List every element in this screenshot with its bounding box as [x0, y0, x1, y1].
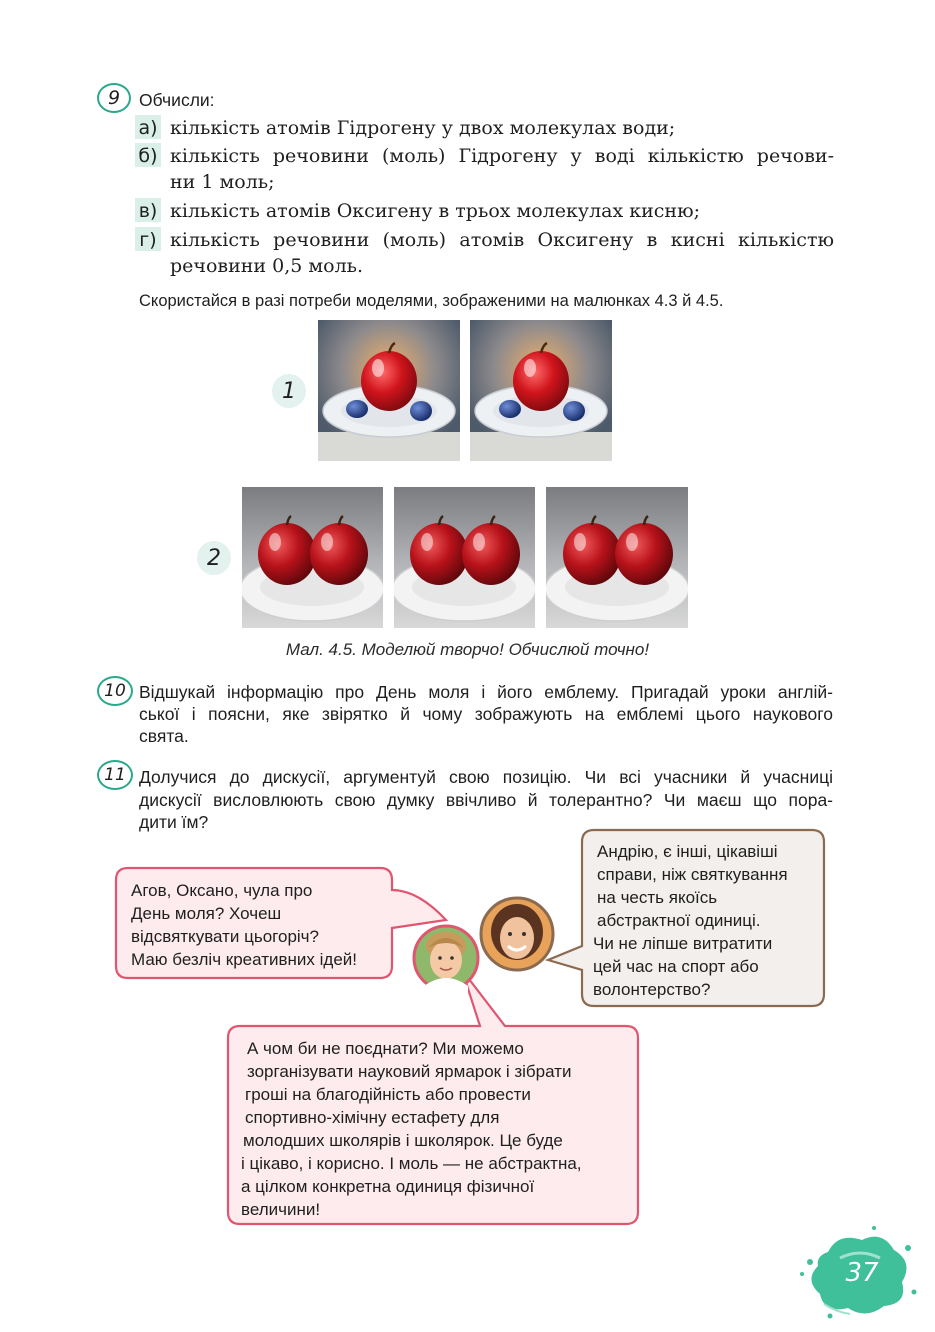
model-1-label: 1	[272, 374, 306, 408]
bubble-bottom-line: спортивно-хімічну естафету для	[245, 1108, 500, 1127]
bubble-left-line: Маю безліч креативних ідей!	[131, 950, 358, 969]
task-10-line-1: Відшукай інформацію про День моля і його емблему. Пригадай уроки англій-	[139, 682, 833, 702]
apple-photo-2b	[394, 487, 535, 628]
task-9-item-b-line-1: кількість речовини (моль) Гідрогену у воді кількістю речови-	[170, 145, 834, 167]
apple-photo-1a	[318, 320, 460, 461]
figure-caption: Мал. 4.5. Моделюй творчо! Обчислюй точно!	[285, 640, 650, 659]
task-9-letter-g: г)	[135, 227, 161, 251]
apple-photo-2c	[546, 487, 688, 628]
task-11-number: 11	[97, 760, 133, 790]
task-9-item-g-line-2: речовини 0,5 моль.	[170, 255, 364, 277]
bubble-bottom-line: А чом би не поєднати? Ми можемо	[247, 1039, 524, 1058]
task-10-line-3: свята.	[139, 726, 189, 746]
task-11-line-3: дити їм?	[139, 812, 209, 832]
bubble-bottom-line: а цілком конкретна одиниця фізичної	[241, 1177, 535, 1196]
bubble-right-text	[593, 840, 788, 1001]
bubble-left-line: Агов, Оксано, чула про	[131, 881, 313, 900]
bubble-right-line: Андрію, є інші, цікавіші	[597, 842, 778, 861]
task-11-line-1: Долучися до дискусії, аргументуй свою позицію. Чи всі учасники й учасниці	[139, 767, 833, 787]
task-9-item-a: кількість атомів Гідрогену у двох молекулах води;	[170, 117, 676, 139]
bubble-left-line: День моля? Хочеш	[131, 904, 282, 923]
task-9-number: 9	[97, 83, 131, 113]
bubble-right-line: волонтерство?	[593, 980, 711, 999]
bubble-bottom-line: і цікаво, і корисно. І моль — не абстрактна,	[241, 1154, 582, 1173]
bubble-bottom-line: зорганізувати науковий ярмарок і зібрати	[247, 1062, 572, 1081]
bubble-left-text	[131, 879, 357, 971]
bubble-right-line: абстрактної одиниці.	[597, 911, 761, 930]
bubble-right-line: на честь якоїсь	[597, 888, 718, 907]
bubble-bottom-line: молодших школярів і школярок. Це буде	[243, 1131, 563, 1150]
bubble-right-line: цей час на спорт або	[593, 957, 759, 976]
apple-photo-2a	[242, 487, 383, 628]
bubble-bottom-text	[241, 1037, 582, 1221]
task-10-number: 10	[97, 676, 133, 706]
bubble-right-line: Чи не ліпше витратити	[593, 934, 773, 953]
bubble-left-line: відсвяткувати цьогоріч?	[131, 927, 319, 946]
bubble-bottom-line: гроші на благодійність або провести	[245, 1085, 531, 1104]
task-9-item-g-line-1: кількість речовини (моль) атомів Оксигену в кисні кількістю	[170, 229, 834, 251]
task-9-item-v: кількість атомів Оксигену в трьох молекулах кисню;	[170, 200, 701, 222]
task-9-item-b-line-2: ни 1 моль;	[170, 171, 275, 193]
page-number: 37	[845, 1258, 879, 1288]
task-9-letter-b: б)	[135, 143, 161, 167]
model-2-label: 2	[197, 541, 231, 575]
task-9-hint: Скористайся в разі потреби моделями, зображеними на малюнках 4.3 й 4.5.	[139, 292, 724, 310]
task-11-line-2: дискусії висловлюють свою думку ввічливо й толерантно? Чи маєш що пора-	[139, 790, 833, 810]
task-9-letter-v: в)	[135, 198, 161, 222]
task-10-line-2: ської і поясни, яке звірятко й чому зображують на емблемі цього наукового	[139, 704, 833, 724]
task-9-letter-a: а)	[135, 115, 161, 139]
bubble-right-line: справи, ніж святкування	[597, 865, 788, 884]
bubble-bottom-line: величини!	[241, 1200, 321, 1219]
task-9-intro: Обчисли:	[139, 90, 215, 110]
apple-photo-1b	[470, 320, 612, 461]
